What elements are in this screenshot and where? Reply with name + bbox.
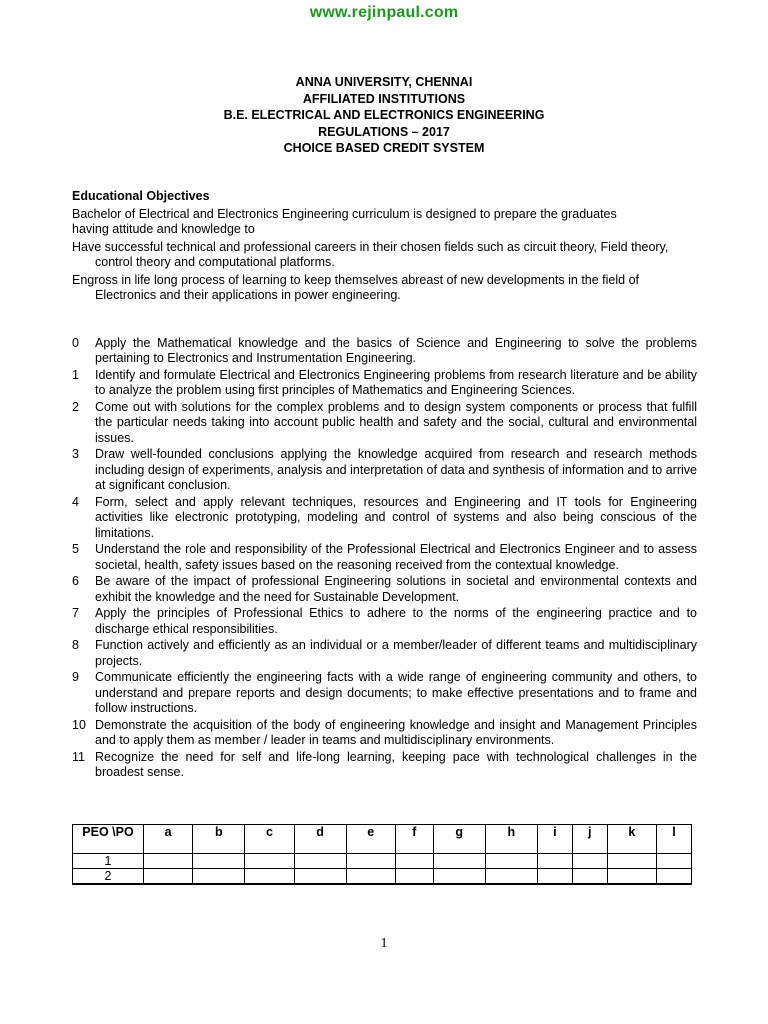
objectives-intro: Bachelor of Electrical and Electronics Engineering curriculum is designed to prepare the graduates having attitude and knowledge to (72, 206, 617, 236)
outcome-item (72, 447, 697, 494)
outcome-item (72, 750, 697, 781)
table-cell (395, 869, 433, 885)
outcome-text: Demonstrate the acquisition of the body of engineering knowledge and insight and Management Principles and to apply them as member / leader in teams and multidisciplinary environments. (95, 717, 697, 747)
table-cell (395, 854, 433, 869)
outcome-item (72, 336, 697, 367)
table-cell (537, 854, 572, 869)
outcome-text: Come out with solutions for the complex problems and to design system components or process that fulfill the particular needs taking into account public health and safety and the social, cultural and environmental issues. (95, 399, 697, 445)
table-cell (572, 869, 607, 885)
table-cell (607, 854, 656, 869)
outcome-text: Form, select and apply relevant techniques, resources and Engineering and IT tools for Engineering activities like electronic prototyping, modeling and control of systems and also being conscious of the limitations. (95, 494, 697, 540)
table-cell (657, 869, 692, 885)
table-header-cell: h (485, 825, 537, 854)
outcome-number: 6 (72, 574, 79, 588)
outcome-number: 3 (72, 447, 79, 461)
table-cell (346, 869, 395, 885)
outcome-item (72, 495, 697, 542)
table-cell (433, 869, 485, 885)
outcome-text: Function actively and efficiently as an individual or a member/leader of different teams and multidisciplinary projects. (95, 638, 697, 668)
outcome-number: 5 (72, 542, 79, 556)
outcome-item (72, 718, 697, 749)
outcome-number: 9 (72, 670, 79, 684)
table-cell (294, 854, 346, 869)
table-cell: 1 (73, 854, 144, 869)
outcome-text: Identify and formulate Electrical and Electronics Engineering problems from research literature and be ability to analyze the problem using first principles of Mathematics and Engineering Sciences. (95, 367, 697, 397)
table-header-row (73, 825, 692, 854)
outcome-number: 0 (72, 335, 79, 350)
table-cell (485, 869, 537, 885)
outcome-item (72, 368, 697, 399)
table-header-cell: j (572, 825, 607, 854)
table-cell (657, 854, 692, 869)
objectives-title: Educational Objectives (72, 189, 210, 203)
program-outcomes-list (72, 336, 697, 781)
table-header-cell: e (346, 825, 395, 854)
table-cell (144, 854, 193, 869)
table-cell (245, 869, 294, 885)
outcome-item (72, 542, 697, 573)
table-row (73, 854, 692, 869)
table-cell (245, 854, 294, 869)
outcome-text: Be aware of the impact of professional Engineering solutions in societal and environmental contexts and exhibit the knowledge and the need for Sustainable Development. (95, 574, 697, 604)
table-header-cell: l (657, 825, 692, 854)
page-number: 1 (380, 936, 388, 951)
header-credit-system: CHOICE BASED CREDIT SYSTEM (283, 141, 485, 155)
table-cell (193, 854, 245, 869)
table-cell (537, 869, 572, 885)
outcome-item (72, 638, 697, 669)
outcome-item (72, 400, 697, 447)
outcome-item (72, 574, 697, 605)
outcome-item (72, 670, 697, 717)
objective-item: Engross in life long process of learning to keep themselves abreast of new developments in the field of Electronics and their applications in power engineering. (72, 272, 639, 302)
document-header (0, 74, 768, 157)
outcome-number: 7 (72, 606, 79, 620)
table-cell (294, 869, 346, 885)
outcome-number: 11 (72, 749, 85, 764)
outcome-number: 2 (72, 399, 79, 414)
outcome-number: 1 (72, 367, 79, 382)
header-regulations: REGULATIONS – 2017 (318, 124, 450, 139)
outcome-text: Apply the principles of Professional Ethics to adhere to the norms of the engineering practice and to discharge ethical responsibilities. (95, 606, 697, 636)
watermark-url: www.rejinpaul.com (309, 4, 459, 21)
table-cell (144, 869, 193, 885)
table-header-cell: g (433, 825, 485, 854)
outcome-text: Recognize the need for self and life-long learning, keeping pace with technological challenges in the broadest sense. (95, 749, 697, 779)
header-affiliation: AFFILIATED INSTITUTIONS (302, 91, 466, 106)
objective-item: Have successful technical and professional careers in their chosen fields such as circuit theory, Field theory, control theory and computational platforms. (72, 239, 669, 269)
outcome-number: 4 (72, 494, 79, 509)
outcome-number: 10 (72, 717, 86, 732)
table-cell (607, 869, 656, 885)
table-header-cell: k (607, 825, 656, 854)
table-cell (485, 854, 537, 869)
header-programme: B.E. ELECTRICAL AND ELECTRONICS ENGINEERING (223, 108, 545, 122)
table-cell: 2 (73, 869, 144, 885)
document-body (72, 189, 697, 782)
table-cell (572, 854, 607, 869)
outcome-text: Draw well-founded conclusions applying the knowledge acquired from research and research methods including design of experiments, analysis and interpretation of data and synthesis of information and to arrive at significant conclusion. (95, 447, 697, 492)
header-university: ANNA UNIVERSITY, CHENNAI (295, 75, 473, 89)
table-header-cell: c (245, 825, 294, 854)
table-header-cell: a (144, 825, 193, 854)
outcome-number: 8 (72, 638, 79, 652)
peo-po-mapping-table (72, 824, 692, 885)
table-header-cell: i (537, 825, 572, 854)
table-header-cell: b (193, 825, 245, 854)
table-row (73, 869, 692, 885)
table-header-cell: d (294, 825, 346, 854)
table-cell (433, 854, 485, 869)
table-header-cell: f (395, 825, 433, 854)
table-cell (193, 869, 245, 885)
outcome-text: Communicate efficiently the engineering facts with a wide range of engineering community and others, to understand and prepare reports and design documents; to make effective presentations and to frame and follow instructions. (95, 670, 697, 715)
outcome-text: Understand the role and responsibility of the Professional Electrical and Electronics Engineer and to assess societal, health, safety issues based on the reasoning received from the contextual knowledge. (95, 542, 697, 572)
outcome-text: Apply the Mathematical knowledge and the basics of Science and Engineering to solve the problems pertaining to Electronics and Instrumentation Engineering. (95, 335, 697, 365)
outcome-item (72, 606, 697, 637)
table-cell (346, 854, 395, 869)
table-header-cell: PEO \PO (73, 825, 144, 854)
